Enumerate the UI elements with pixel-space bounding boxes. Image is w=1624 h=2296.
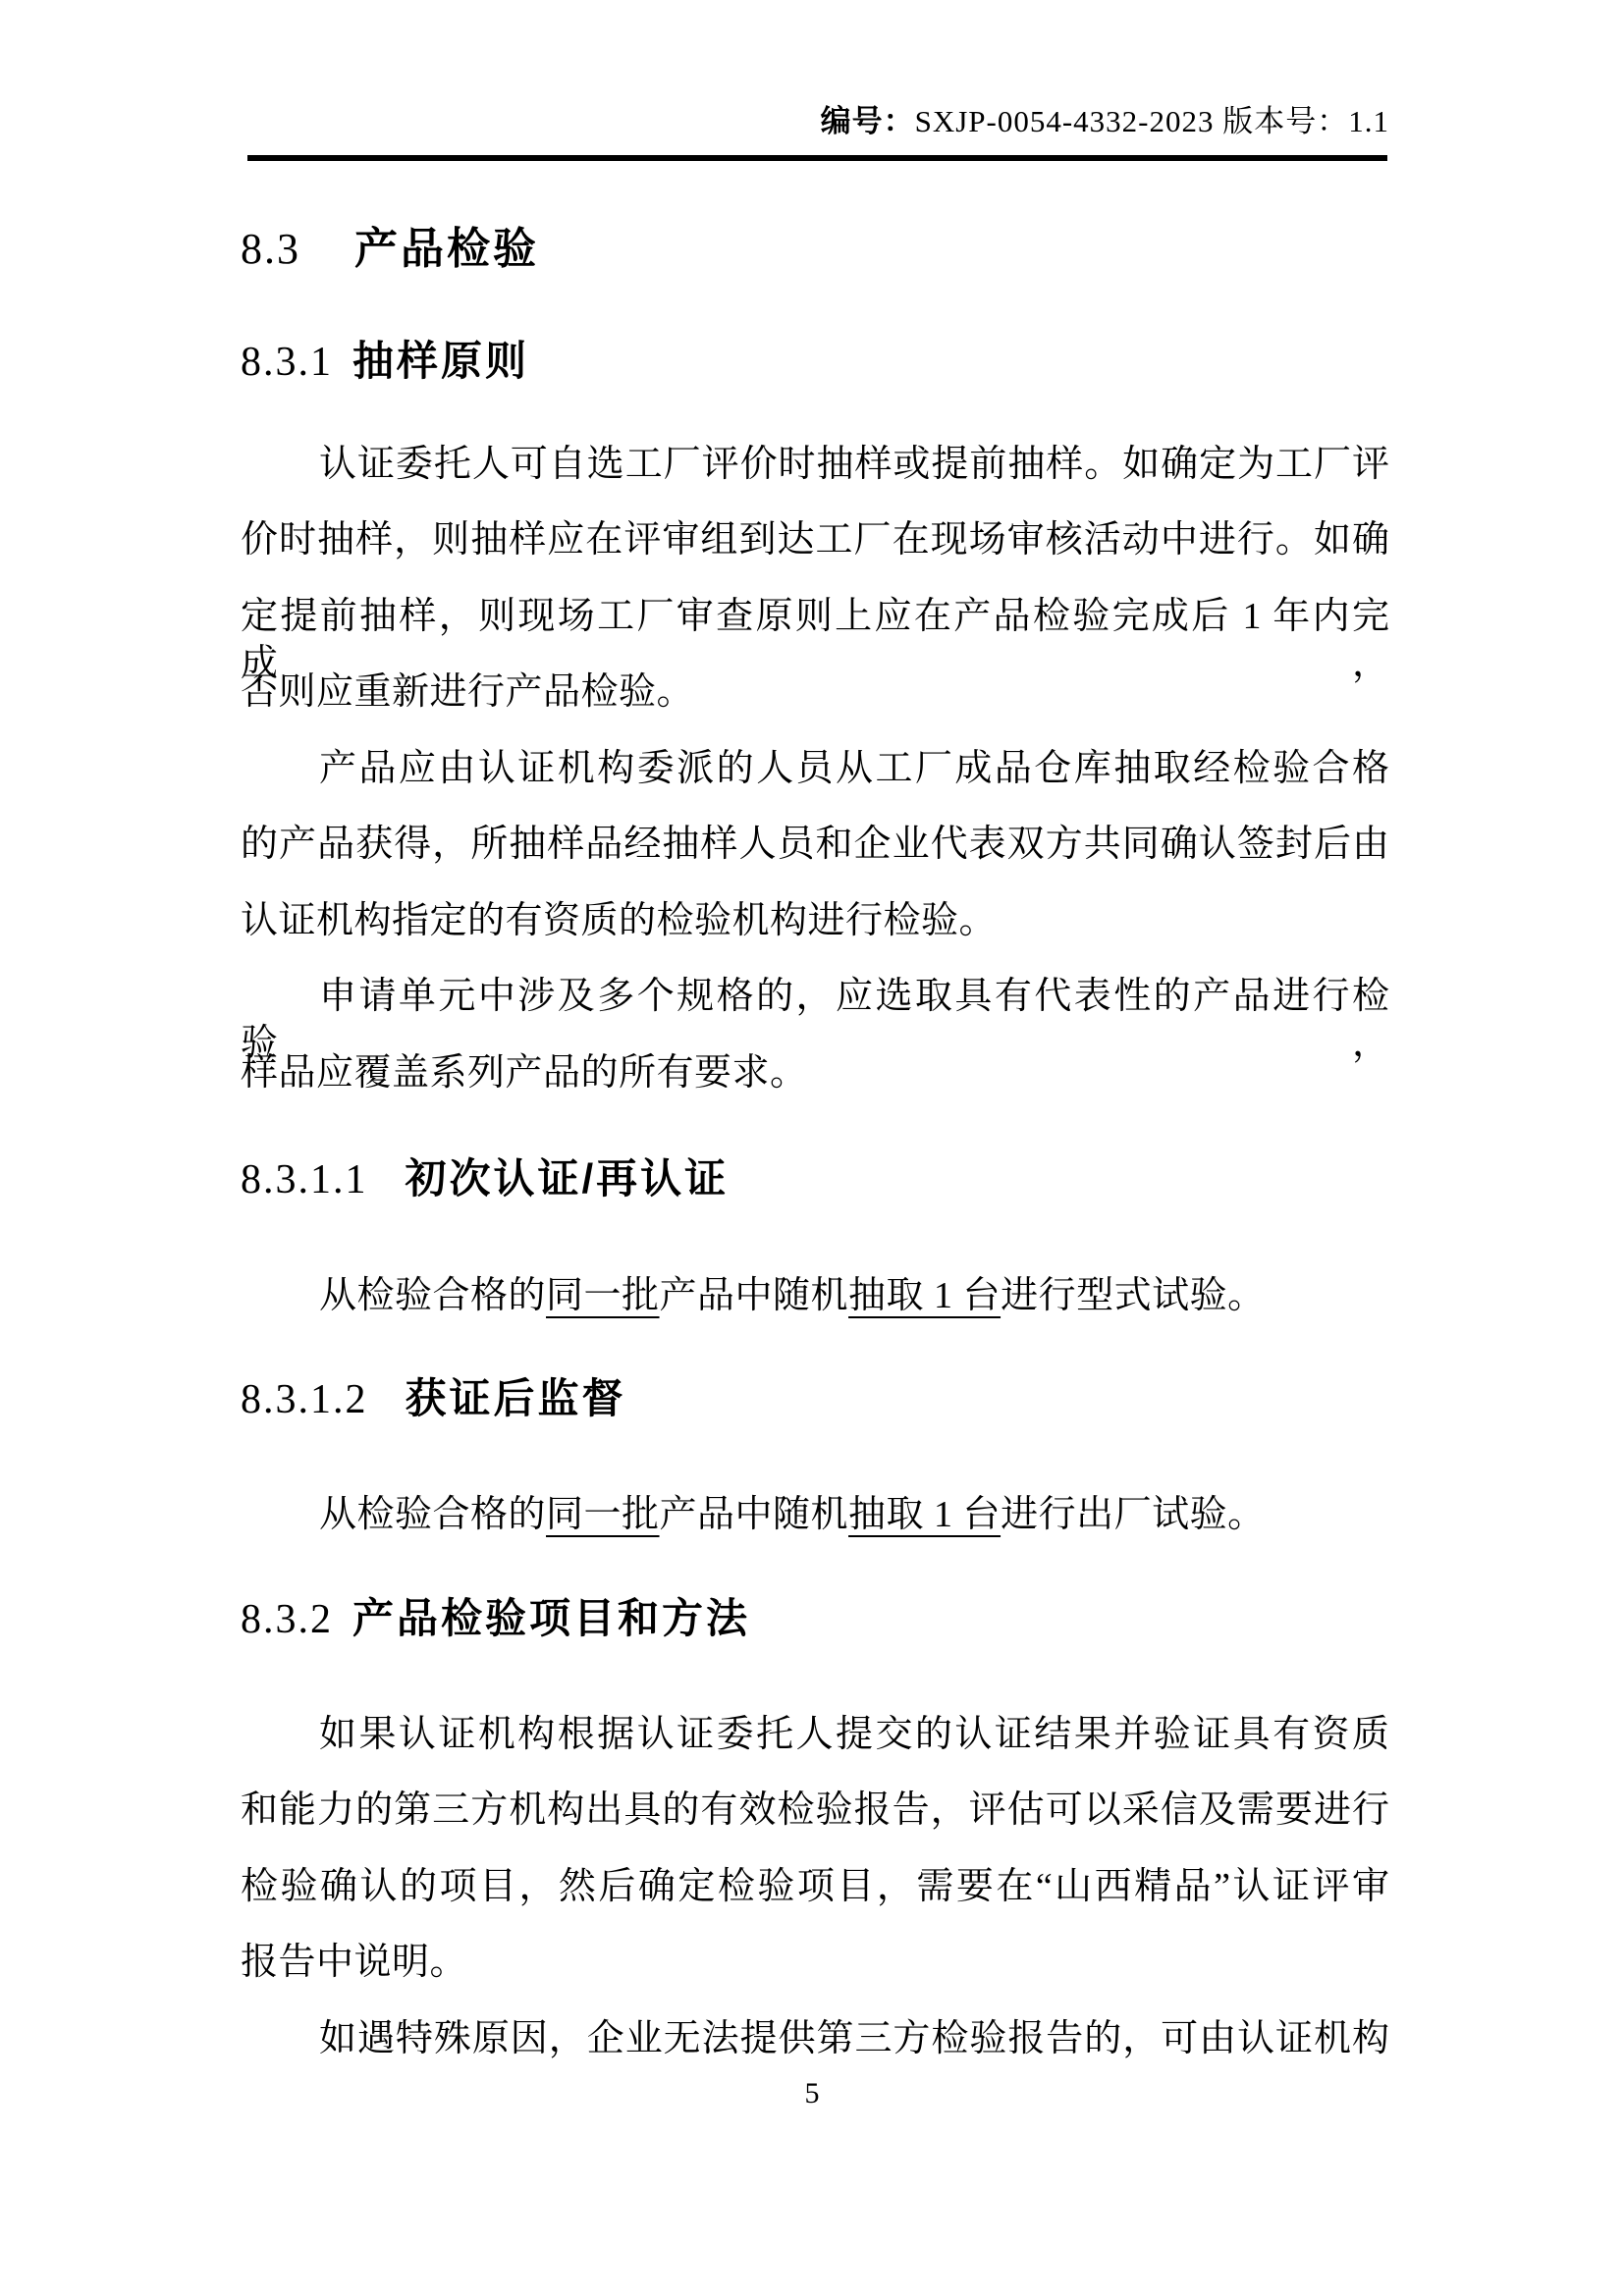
doc-number-label: 编号： bbox=[820, 104, 915, 138]
paragraph-line: 否则应重新进行产品检验。 bbox=[241, 671, 695, 713]
paragraph-line: 产品应由认证机构委派的人员从工厂成品仓库抽取经检验合格 bbox=[319, 748, 1389, 789]
page-header bbox=[241, 106, 1389, 136]
heading-8-3-1-1 bbox=[241, 1155, 730, 1202]
underlined-phrase: 抽取 1 台 bbox=[848, 1494, 1001, 1535]
header-rule bbox=[247, 155, 1387, 161]
paragraph-line: 定提前抽样，则现场工厂审查原则上应在产品检验完成后 1 年内完成， bbox=[241, 596, 1389, 684]
heading-number: 8.3.1.1 bbox=[241, 1157, 368, 1202]
doc-number: SXJP-0054-4332-2023 bbox=[914, 104, 1215, 138]
version-label: 版本号： bbox=[1214, 104, 1349, 138]
heading-title: 初次认证/再认证 bbox=[405, 1155, 730, 1201]
paragraph-line: 申请单元中涉及多个规格的，应选取具有代表性的产品进行检验， bbox=[241, 976, 1389, 1064]
heading-8-3-2 bbox=[241, 1595, 751, 1642]
paragraph-line: 认证委托人可自选工厂评价时抽样或提前抽样。如确定为工厂评 bbox=[319, 444, 1389, 485]
heading-title: 抽样原则 bbox=[352, 338, 530, 384]
heading-8-3-1 bbox=[241, 338, 530, 385]
heading-8-3-1-2 bbox=[241, 1375, 626, 1422]
underlined-phrase: 同一批 bbox=[546, 1275, 660, 1316]
paragraph-line: 报告中说明。 bbox=[241, 1942, 468, 1983]
heading-title: 产品检验项目和方法 bbox=[352, 1595, 751, 1641]
paragraph-line: 价时抽样，则抽样应在评审组到达工厂在现场审核活动中进行。如确 bbox=[241, 519, 1389, 561]
text-segment: 从检验合格的 bbox=[319, 1494, 547, 1535]
heading-number: 8.3.2 bbox=[241, 1597, 333, 1642]
heading-title: 产品检验 bbox=[354, 225, 539, 273]
heading-number: 8.3 bbox=[241, 225, 300, 273]
paragraph-line: 样品应覆盖系列产品的所有要求。 bbox=[241, 1052, 808, 1094]
text-segment: 从检验合格的 bbox=[319, 1275, 547, 1316]
text-segment: 进行出厂试验。 bbox=[1001, 1494, 1266, 1535]
paragraph-line: 如遇特殊原因，企业无法提供第三方检验报告的，可由认证机构 bbox=[319, 2018, 1389, 2059]
heading-number: 8.3.1.2 bbox=[241, 1377, 368, 1422]
underlined-phrase: 抽取 1 台 bbox=[848, 1275, 1001, 1316]
heading-number: 8.3.1 bbox=[241, 340, 333, 385]
paragraph-line bbox=[241, 1492, 1389, 1539]
page-number: 5 bbox=[804, 2077, 820, 2109]
text-segment: 进行型式试验。 bbox=[1001, 1275, 1266, 1316]
paragraph-line bbox=[241, 1273, 1389, 1320]
paragraph-line: 检验确认的项目，然后确定检验项目，需要在“山西精品”认证评审 bbox=[241, 1866, 1389, 1907]
paragraph-line: 认证机构指定的有资质的检验机构进行检验。 bbox=[241, 900, 998, 941]
underlined-phrase: 同一批 bbox=[546, 1494, 660, 1535]
heading-8-3 bbox=[241, 225, 539, 273]
text-segment: 产品中随机 bbox=[659, 1275, 849, 1316]
text-segment: 产品中随机 bbox=[659, 1494, 849, 1535]
paragraph-line: 的产品获得，所抽样品经抽样人员和企业代表双方共同确认签封后由 bbox=[241, 824, 1389, 865]
paragraph-line: 如果认证机构根据认证委托人提交的认证结果并验证具有资质 bbox=[319, 1714, 1389, 1755]
version-number: 1.1 bbox=[1348, 104, 1389, 138]
paragraph-line: 和能力的第三方机构出具的有效检验报告，评估可以采信及需要进行 bbox=[241, 1789, 1389, 1831]
heading-title: 获证后监督 bbox=[405, 1375, 626, 1421]
